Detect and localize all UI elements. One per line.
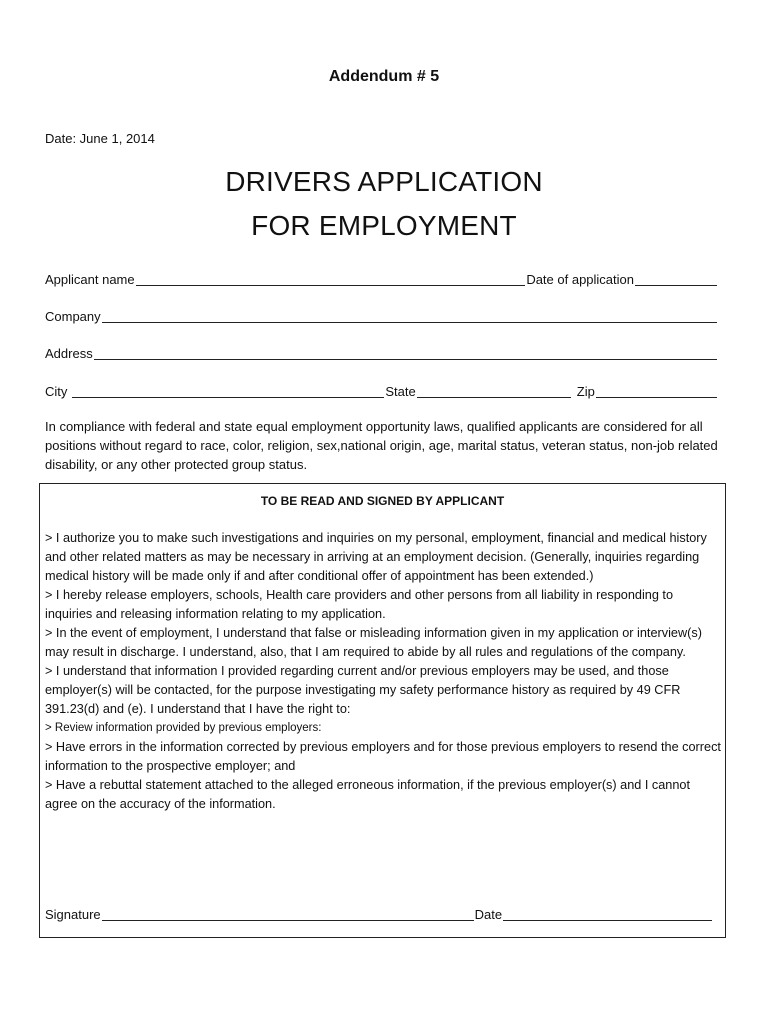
form-title-line-1: DRIVERS APPLICATION (225, 166, 543, 197)
zip-label: Zip (576, 384, 595, 399)
acknowledgement-list (45, 529, 723, 814)
list-item: > In the event of employment, I understand that false or misleading information given in my application or interview(s) may result in discharge. I understand, also, that I am required to abide by all rules and regulations of the company. (45, 626, 702, 659)
compliance-statement: In compliance with federal and state equal employment opportunity laws, qualified applicants are considered for all positions without regard to race, color, religion, sex,national origin, age, marital status, veteran status, non-job related disability, or any other protected group status. (45, 419, 718, 472)
addendum-number: Addendum # 5 (328, 68, 440, 85)
date-of-application-field[interactable] (635, 271, 717, 286)
company-row (45, 306, 718, 324)
list-item: > I understand that information I provided regarding current and/or previous employers may be used, and those employer(s) will be contacted, for the purpose investigating my safety performance history as required by 49 CFR 391.23(d) and (e). I understand that I have the right to: (45, 664, 681, 716)
address-label: Address (45, 346, 93, 361)
signature-date-label: Date (474, 907, 503, 922)
document-date: Date: June 1, 2014 (45, 131, 155, 146)
city-label: City (45, 384, 68, 399)
box-heading: TO BE READ AND SIGNED BY APPLICANT (260, 494, 505, 508)
signature-date-field[interactable] (503, 906, 712, 921)
list-item: > Have errors in the information corrected by previous employers and for those previous employers to resend the correct information to the prospective employer; and (45, 740, 721, 773)
applicant-acknowledgement-box (39, 483, 726, 938)
city-state-zip-row (45, 381, 718, 399)
list-item: > I hereby release employers, schools, Health care providers and other persons from all liability in responding to inquiries and releasing information relating to my application. (45, 588, 674, 621)
date-of-application-label: Date of application (526, 272, 634, 287)
address-field[interactable] (94, 345, 717, 360)
applicant-name-label: Applicant name (45, 272, 135, 287)
signature-label: Signature (45, 907, 101, 922)
list-item: > I authorize you to make such investigations and inquiries on my personal, employment, financial and medical history and other related matters as may be necessary in arriving at an employment decision. (Generally, inquiries regarding medical history will be made only if and after conditional offer of appointment has been extended.) (45, 531, 707, 583)
applicant-name-field[interactable] (136, 271, 526, 286)
city-field[interactable] (72, 383, 384, 398)
state-field[interactable] (417, 383, 571, 398)
list-item: > Review information provided by previous employers: (45, 722, 322, 734)
signature-row (45, 904, 713, 922)
company-field[interactable] (102, 308, 717, 323)
form-title-line-2: FOR EMPLOYMENT (251, 210, 517, 241)
state-label: State (385, 384, 416, 399)
applicant-name-row (45, 269, 718, 287)
signature-field[interactable] (102, 906, 474, 921)
address-row (45, 343, 718, 361)
company-label: Company (45, 309, 101, 324)
zip-field[interactable] (596, 383, 717, 398)
list-item: > Have a rebuttal statement attached to the alleged erroneous information, if the previous employer(s) and I cannot agree on the accuracy of the information. (45, 778, 690, 811)
